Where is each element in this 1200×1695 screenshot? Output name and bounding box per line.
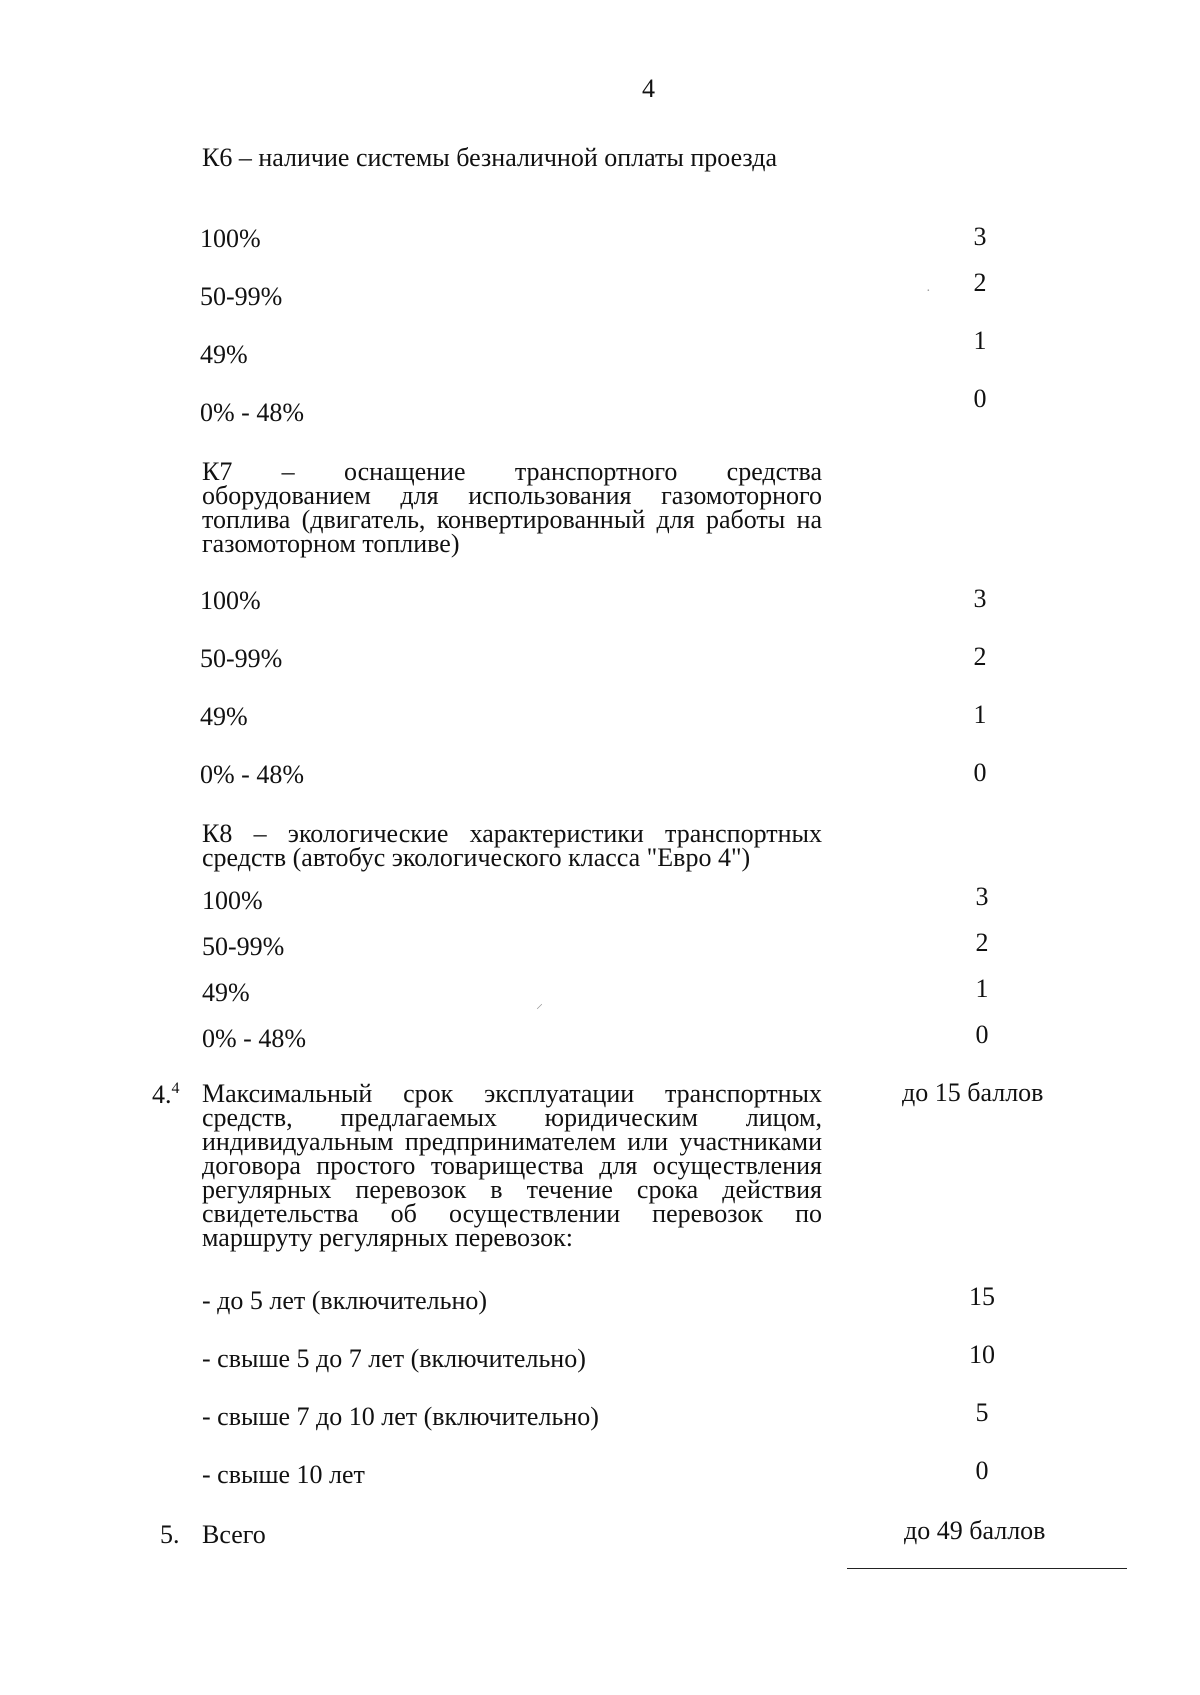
k6-row-score: 2 — [973, 268, 987, 297]
k8-row-score: 3 — [975, 882, 989, 911]
item-4-4-row-score: 10 — [969, 1340, 995, 1369]
k8-row-label: 0% - 48% — [202, 1024, 306, 1053]
item-4-4-text: Максимальный срок эксплуатации транспортных средств, предлагаемых юридическим лицом, индивидуальным предпринимателем или участниками договора простого товарищества для осуществления регулярных перевозок в течение срока действия свидетельства об осуществлении перевозок по маршруту регулярных перевозок: — [202, 1079, 822, 1252]
k7-row-label: 100% — [200, 586, 261, 615]
item-4-4-row-score: 5 — [975, 1398, 989, 1427]
k6-row-label: 100% — [200, 224, 261, 253]
k6-row-score: 0 — [973, 384, 987, 413]
k8-row-score: 2 — [975, 928, 989, 957]
page-number: 4 — [642, 74, 655, 103]
k7-row-score: 3 — [973, 584, 987, 613]
k8-row-score: 0 — [975, 1020, 989, 1049]
item-4-4-row-label: - до 5 лет (включительно) — [202, 1286, 488, 1315]
scan-speck: ⸝ — [536, 997, 543, 1012]
k6-title: К6 – наличие системы безналичной оплаты проезда — [202, 143, 777, 172]
k8-row-label: 49% — [202, 978, 250, 1007]
item-4-4-row-label: - свыше 5 до 7 лет (включительно) — [202, 1344, 586, 1373]
k7-row-score: 0 — [973, 758, 987, 787]
k8-row-score: 1 — [975, 974, 989, 1003]
k8-row-label: 100% — [202, 886, 263, 915]
item-5-label: Всего — [202, 1520, 266, 1549]
item-4-4-row-label: - свыше 7 до 10 лет (включительно) — [202, 1402, 599, 1431]
k7-row-score: 2 — [973, 642, 987, 671]
scan-speck: · — [926, 284, 931, 299]
item-4-4-number — [152, 1082, 180, 1108]
item-4-4-row-label: - свыше 10 лет — [202, 1460, 365, 1489]
item-4-4-max-score: до 15 баллов — [902, 1078, 1044, 1107]
closing-rule — [847, 1568, 1127, 1569]
k8-row-label: 50-99% — [202, 932, 285, 961]
k8-title: К8 – экологические характеристики транспортных средств (автобус экологического класса "Евро 4") — [202, 819, 822, 872]
item-4-4-row-score: 0 — [975, 1456, 989, 1485]
k7-row-score: 1 — [973, 700, 987, 729]
k7-title: К7 – оснащение транспортного средства оборудованием для использования газомоторного топлива (двигатель, конвертированный для работы на газомоторном топливе) — [202, 457, 822, 558]
k6-row-score: 3 — [973, 222, 987, 251]
k7-row-label: 50-99% — [200, 644, 283, 673]
item-4-4-superscript: 4 — [171, 1080, 180, 1097]
item-4-4-row-score: 15 — [969, 1282, 995, 1311]
item-4-4-number-text: 4. — [152, 1080, 172, 1109]
item-5-max-score: до 49 баллов — [904, 1516, 1046, 1545]
k6-row-label: 0% - 48% — [200, 398, 304, 427]
k7-row-label: 49% — [200, 702, 248, 731]
k6-row-score: 1 — [973, 326, 987, 355]
item-5-number: 5. — [160, 1520, 180, 1549]
k7-row-label: 0% - 48% — [200, 760, 304, 789]
k6-row-label: 49% — [200, 340, 248, 369]
k6-row-label: 50-99% — [200, 282, 283, 311]
